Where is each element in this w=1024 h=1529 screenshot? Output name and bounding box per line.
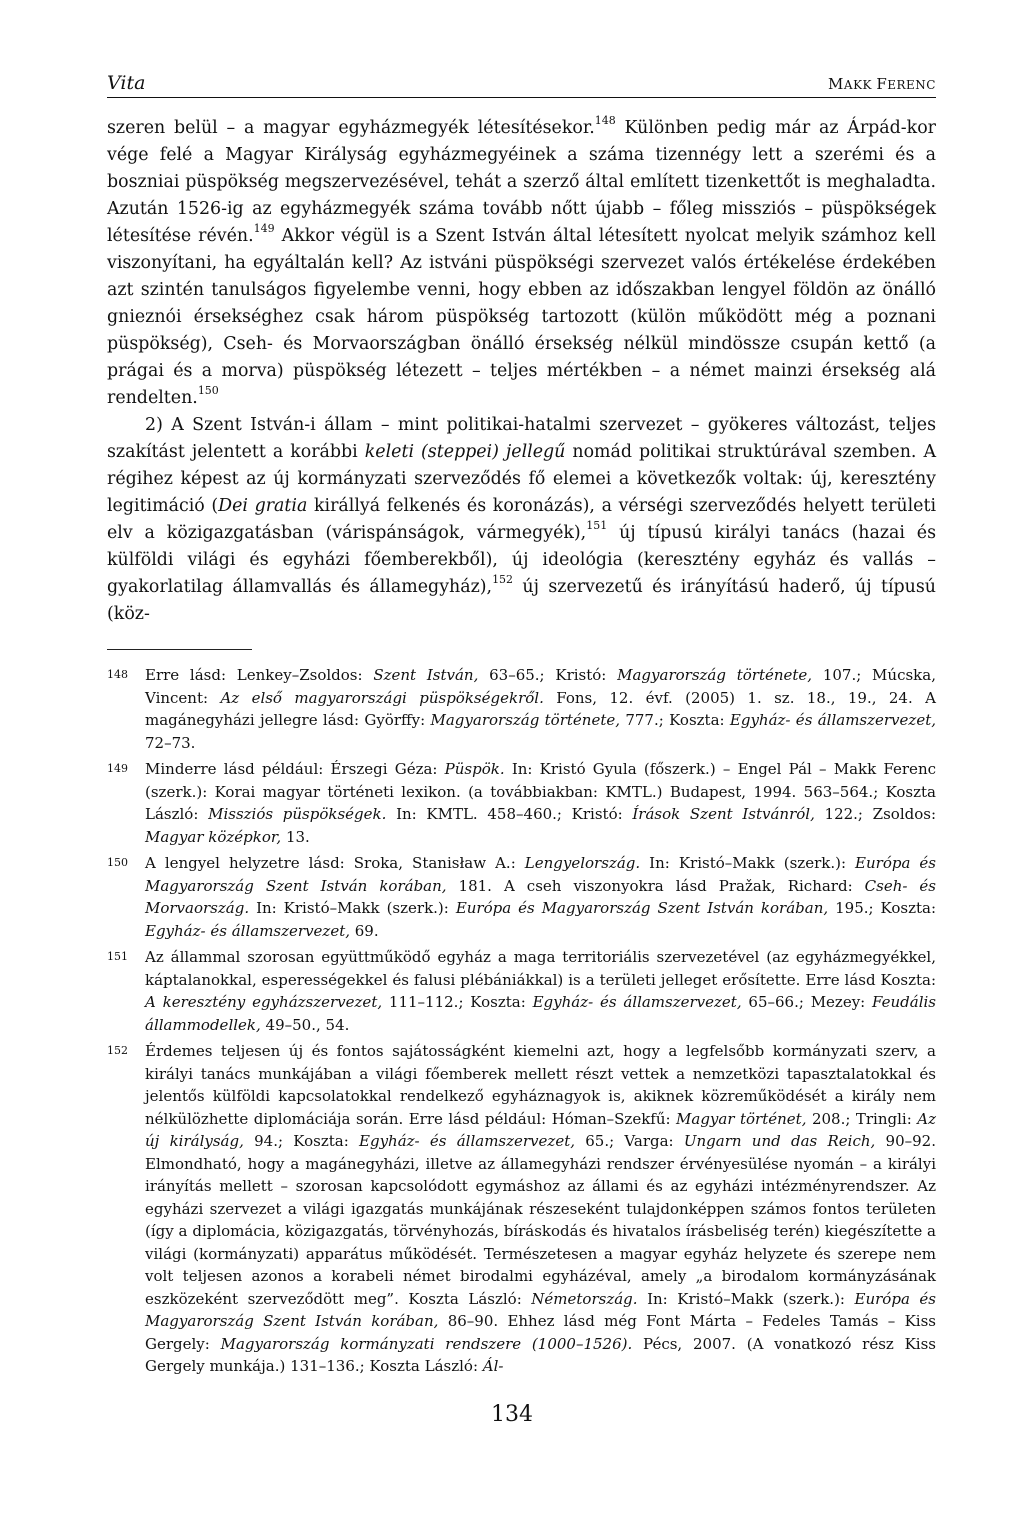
footnote-separator <box>107 649 252 650</box>
section-label: Vita <box>107 72 146 94</box>
footnote-number: 149 <box>107 762 128 775</box>
footnote-number: 151 <box>107 950 128 963</box>
footnote-ref: 148 <box>594 114 616 128</box>
footnote-text: Minderre lásd például: Érszegi Géza: Püspök. In: Kristó Gyula (főszerk.) – Engel Pál – Makk Ferenc (szerk.): Korai magyar történeti lexikon. (a továbbiakban: KMTL.) Budapest, 1994. 563–564.; Koszta László: Missziós püspökségek. In: KMTL. 458–460.; Kristó: Írások Szent Istvánról, 122.; Zsoldos: Magyar középkor, 13. <box>145 760 937 846</box>
footnote-text: Az állammal szorosan együttműködő egyház a maga territoriális szervezetével (az egyházmegyékkel, káptalanokkal, esperességekkel és falusi plébániákkal) is a területi jelleget erősítette. Erre lásd Koszta: A keresztény egyházszervezet, 111–112.; Koszta: Egyház- és államszervezet, 65–66.; Mezey: Feudális állammodellek, 49–50., 54. <box>145 948 937 1034</box>
footnote <box>107 1040 936 1378</box>
paragraph-2: 2) A Szent István-i állam – mint politikai-hatalmi szervezet – gyökeres változást, teljes szakítást jelentett a korábbi keleti (steppei) jellegű nomád politikai struktúrával szemben. A régihez képest az új kormányzati szerveződés fő elemei a következők voltak: új, keresztény legitimáció (Dei gratia királlyá felkenés és koronázás), a vérségi szerveződés helyett területi elv a közigazgatásban (várispánságok, vármegyék),$^{151}$ új típusú királyi tanács (hazai és külföldi világi és egyházi főemberekből), új ideológia (keresztény egyház és vallás – gyakorlatilag államvallás és államegyház),$^{152}$ új szervezetű és irányítású haderő, új típusú (köz- <box>107 415 937 624</box>
footnote-number: 152 <box>107 1044 128 1057</box>
footnote-text: Érdemes teljesen új és fontos sajátosságként kiemelni azt, hogy a legfelsőbb kormányzati szerv, a királyi tanács munkájában a világi főemberek mellett részt vettek a nemzetközi tapasztalatokkal és jelentős külföldi kapcsolatokkal rendelkező egyháznagyok is, akiknek közreműködését a király nem nélkülözhette diplomáciája során. Erre lásd például: Hóman–Szekfű: Magyar történet, 208.; Tringli: Az új királyság, 94.; Koszta: Egyház- és államszervezet, 65.; Varga: Ungarn und das Reich, 90–92. Elmondható, hogy a magánegyházi, illetve az államegyházi rendszer érvényesülése nyomán – a királyi irányítás mellett – szorosan kapcsolódott egymáshoz az állami és az egyházi intézményrendszer. Az egyházi szervezet a világi igazgatás munkájának részeseként tulajdonképpen számos fontos területen (így a diplomácia, közigazgatás, törvényhozás, bíráskodás és hivatalos írásbeliség terén) kiegészítette a világi (kormányzati) apparátus működését. Természetesen a magyar egyház helyzete és szerepe nem volt teljesen azonos a korabeli német birodalmi egyházéval, amely „a birodalom kormányzásának eszközeként szerveződött meg”. Koszta László: Németország. In: Kristó–Makk (szerk.): Európa és Magyarország Szent István korában, 86–90. Ehhez lásd még Font Márta – Fedeles Tamás – Kiss Gergely: Magyarország kormányzati rendszere (1000–1526). Pécs, 2007. (A vonatkozó rész Kiss Gergely munkája.) 131–136.; Koszta László: Ál- <box>145 1042 937 1375</box>
footnote <box>107 664 936 754</box>
footnote <box>107 758 936 848</box>
paragraph-1: szeren belül – a magyar egyházmegyék létesítésekor.$^{148}$ Különben pedig már az Árpád-kor vége felé a Magyar Királyság egyházmegyéinek a száma tizennégy lett a szerémi és a boszniai püspökség megszervezésével, tehát a szerző által említett tizenkettőt is meghaladta. Azután 1526-ig az egyházmegyék száma tovább nőtt újabb – főleg missziós – püspökségek létesítése révén.$^{149}$ Akkor végül is a Szent István által létesített nyolcat melyik számhoz kell viszonyítani, ha egyáltalán kell? Az istváni püspökségi szervezet valós értékelése érdekében azt szintén tanulságos figyelembe venni, hogy ebben az időszakban lengyel földön az önálló gnieznói érsekséghez csak három püspökség tartozott (külön működött még a poznani püspökség), Cseh- és Morvaországban önálló érsekség nélkül mindössze csupán kettő (a prágai és a morva) püspökség létezett – teljes mértékben – a német mainzi érsekség alá rendelten.$^{150}$ <box>107 114 937 408</box>
page-number: 134 <box>491 1402 533 1427</box>
footnote <box>107 946 936 1036</box>
footnote-text: Erre lásd: Lenkey–Zsoldos: Szent István, 63–65.; Kristó: Magyarország története, 107.; Múcska, Vincent: Az első magyarországi püspökségekről. Fons, 12. évf. (2005) 1. sz. 18., 19., 24. A magánegyházi jellegre lásd: Györffy: Magyarország története, 777.; Koszta: Egyház- és államszervezet, 72–73. <box>145 666 936 752</box>
footnotes <box>107 664 936 1382</box>
footnote <box>107 852 936 942</box>
author-name: MAKK FERENC <box>828 75 936 93</box>
running-header <box>107 72 936 98</box>
main-text <box>107 115 936 628</box>
footnote-text: A lengyel helyzetre lásd: Sroka, Stanisław A.: Lengyelország. In: Kristó–Makk (szerk.): Európa és Magyarország Szent István korában, 181. A cseh viszonyokra lásd Pražak, Richard: Cseh- és Morvaország. In: Kristó–Makk (szerk.): Európa és Magyarország Szent István korában, 195.; Koszta: Egyház- és államszervezet, 69. <box>145 854 937 940</box>
footnote-number: 148 <box>107 668 128 681</box>
footnote-ref: 152 <box>492 573 514 587</box>
footnote-ref: 151 <box>586 519 608 533</box>
footnote-ref: 149 <box>253 222 275 236</box>
footnote-number: 150 <box>107 856 128 869</box>
footnote-ref: 150 <box>197 384 219 398</box>
